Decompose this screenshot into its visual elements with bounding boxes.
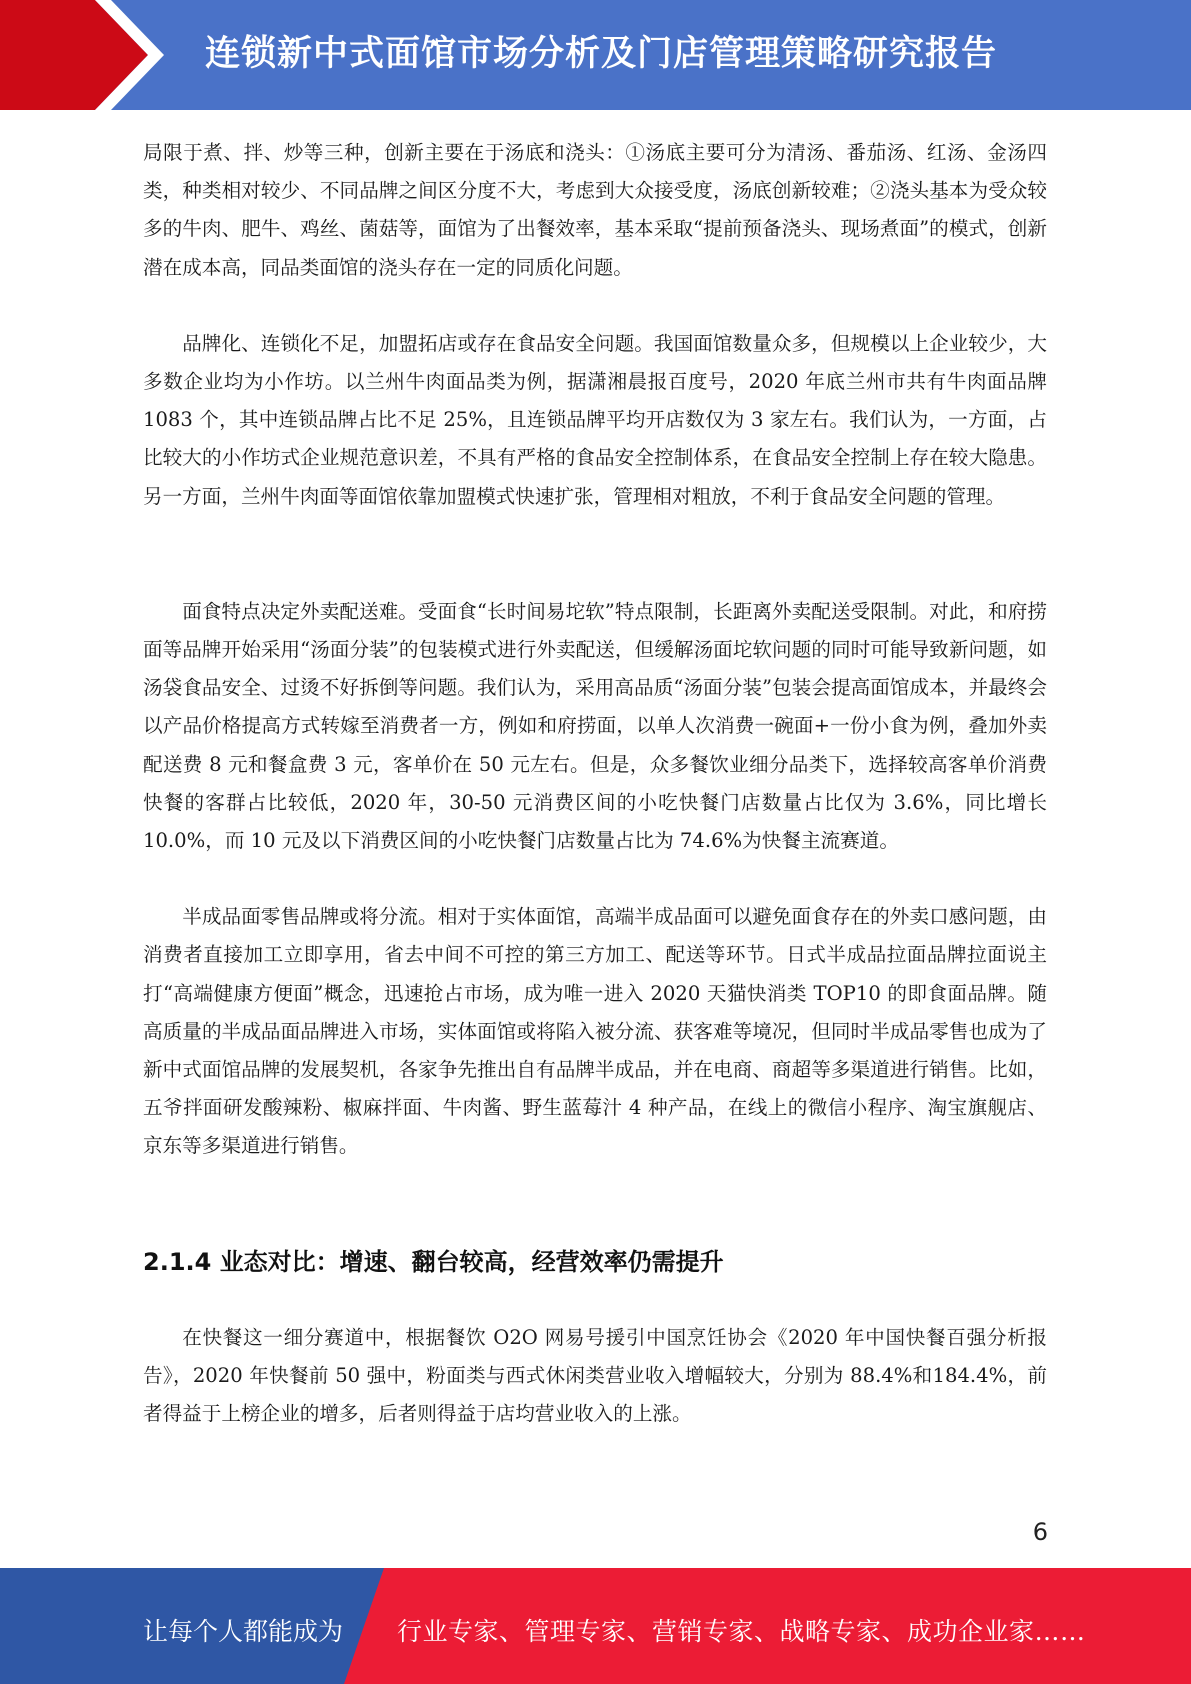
footer-slogan-right: 行业专家、管理专家、营销专家、战略专家、成功企业家……	[397, 1617, 1086, 1646]
report-title: 连锁新中式面馆市场分析及门店管理策略研究报告	[205, 34, 998, 74]
page-header	[0, 0, 1191, 110]
section-heading: 2.1.4 业态对比：增速、翻台较高，经营效率仍需提升	[143, 1247, 724, 1276]
main-content	[143, 134, 1047, 1433]
paragraph-fast-food: 在快餐这一细分赛道中，根据餐饮 O2O 网易号援引中国烹饪协会《2020 年中国快餐百强分析报告》，2020 年快餐前 50 强中，粉面类与西式休闲类营业收入增幅较大，分别为 88.4%和184.4%，前者得益于上榜企业的增多，后者则得益于店均营业收入的上涨。	[143, 1325, 1047, 1426]
paragraph-delivery: 面食特点决定外卖配送难。受面食“长时间易坨软”特点限制，长距离外卖配送受限制。对此，和府捞面等品牌开始采用“汤面分装”的包装模式进行外卖配送，但缓解汤面坨软问题的同时可能导致新问题，如汤袋食品安全、过烫不好拆倒等问题。我们认为，采用高品质“汤面分装”包装会提高面馆成本，并最终会以产品价格提高方式转嫁至消费者一方，例如和府捞面，以单人次消费一碗面+一份小食为例，叠加外卖配送费 8 元和餐盒费 3 元，客单价在 50 元左右。但是，众多餐饮业细分品类下，选择较高客单价消费快餐的客群占比较低，2020 年，30-50 元消费区间的小吃快餐门店数量占比仅为 3.6%，同比增长 10.0%，而 10 元及以下消费区间的小吃快餐门店数量占比为 74.6%为快餐主流赛道。	[143, 599, 1047, 853]
paragraph-semi-finished: 半成品面零售品牌或将分流。相对于实体面馆，高端半成品面可以避免面食存在的外卖口感问题，由消费者直接加工立即享用，省去中间不可控的第三方加工、配送等环节。日式半成品拉面品牌拉面说主打“高端健康方便面”概念，迅速抢占市场，成为唯一进入 2020 天猫快消类 TOP10 的即食面品牌。随高质量的半成品面品牌进入市场，实体面馆或将陷入被分流、获客难等境况，但同时半成品零售也成为了新中式面馆品牌的发展契机，各家争先推出自有品牌半成品，并在电商、商超等多渠道进行销售。比如，五爷拌面研发酸辣粉、椒麻拌面、牛肉酱、野生蓝莓汁 4 种产品，在线上的微信小程序、淘宝旗舰店、京东等多渠道进行销售。	[143, 905, 1047, 1158]
footer-slogan-left: 让每个人都能成为	[143, 1617, 344, 1646]
paragraph-noodle-innovation: 局限于煮、拌、炒等三种，创新主要在于汤底和浇头：①汤底主要可分为清汤、番茄汤、红汤、金汤四类，种类相对较少、不同品牌之间区分度不大，考虑到大众接受度，汤底创新较难；②浇头基本为受众较多的牛肉、肥牛、鸡丝、菌菇等，面馆为了出餐效率，基本采取“提前预备浇头、现场煮面”的模式，创新潜在成本高，同品类面馆的浇头存在一定的同质化问题。	[143, 141, 1047, 279]
paragraph-brand-chain: 品牌化、连锁化不足，加盟拓店或存在食品安全问题。我国面馆数量众多，但规模以上企业较少，大多数企业均为小作坊。以兰州牛肉面品类为例，据潇湘晨报百度号，2020 年底兰州市共有牛肉面品牌 1083 个，其中连锁品牌占比不足 25%，且连锁品牌平均开店数仅为 3 家左右。我们认为，一方面，占比较大的小作坊式企业规范意识差，不具有严格的食品安全控制体系，在食品安全控制上存在较大隐患。另一方面，兰州牛肉面等面馆依靠加盟模式快速扩张，管理相对粗放，不利于食品安全问题的管理。	[143, 331, 1047, 508]
page-footer	[0, 1568, 1191, 1684]
page-number: 6	[1032, 1518, 1048, 1546]
